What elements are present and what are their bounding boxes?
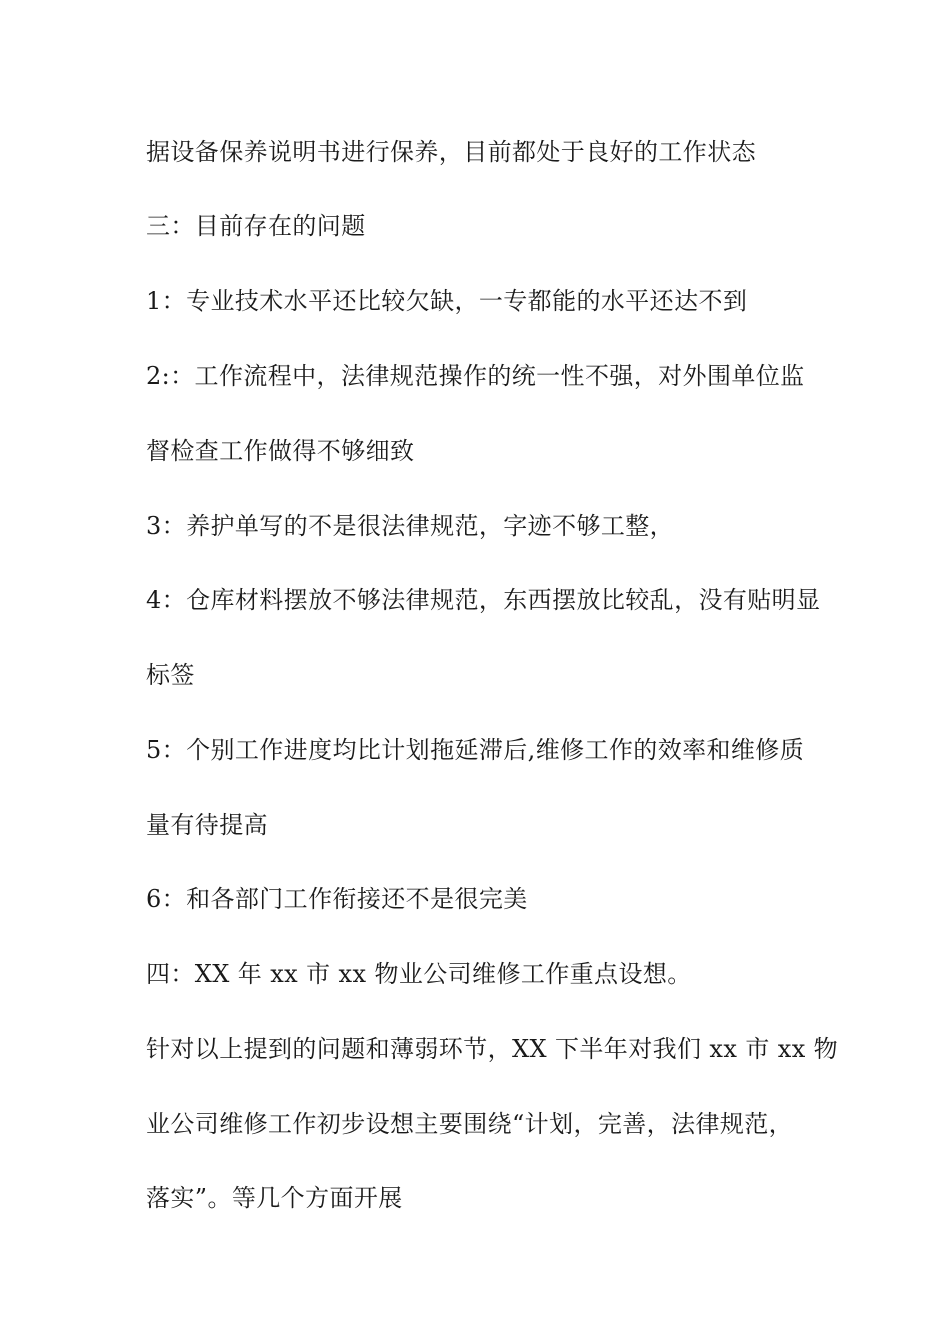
list-item-4-continued: 标签: [146, 661, 195, 689]
list-item-2: 2:：工作流程中，法律规范操作的统一性不强，对外围单位监: [146, 362, 805, 390]
list-item-5-continued: 量有待提高: [146, 811, 268, 839]
list-item-5: 5：个别工作进度均比计划拖延滞后,维修工作的效率和维修质: [146, 736, 805, 764]
paragraph-line: 业公司维修工作初步设想主要围绕“计划，完善，法律规范，: [146, 1110, 794, 1138]
list-item-2-continued: 督检查工作做得不够细致: [146, 437, 415, 465]
list-item-6: 6：和各部门工作衔接还不是很完美: [146, 885, 528, 913]
section-heading-plans: 四：XX 年 xx 市 xx 物业公司维修工作重点设想。: [146, 960, 692, 988]
list-item-3: 3：养护单写的不是很法律规范，字迹不够工整，: [146, 512, 675, 540]
section-heading-problems: 三：目前存在的问题: [146, 212, 366, 240]
paragraph-line: 落实”。等几个方面开展: [146, 1184, 403, 1212]
list-item-4: 4：仓库材料摆放不够法律规范，东西摆放比较乱，没有贴明显: [146, 586, 821, 614]
list-item-1: 1：专业技术水平还比较欠缺，一专都能的水平还达不到: [146, 287, 748, 315]
paragraph-line: 针对以上提到的问题和薄弱环节，XX 下半年对我们 xx 市 xx 物: [146, 1035, 839, 1063]
paragraph-line: 据设备保养说明书进行保养，目前都处于良好的工作状态: [146, 138, 756, 166]
